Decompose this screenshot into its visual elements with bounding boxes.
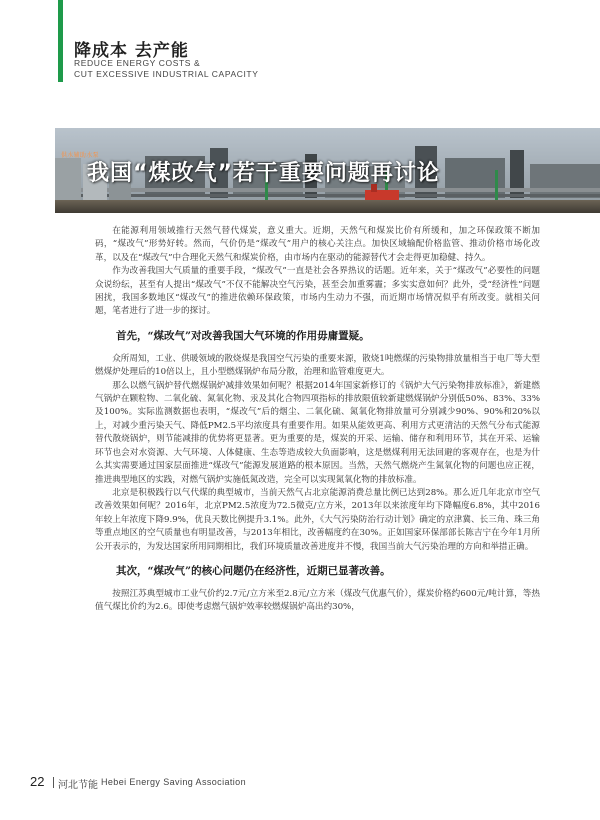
- article-paragraph: 在能源利用领域推行天然气替代煤炭，意义重大。近期，天然气和煤炭比价有所缓和，加之环保政策不断加码，“煤改气”形势好转。然而，气价仍是“煤改气”用户的核心关注点。加快区域输配价格监管、推动价格市场化改革，以及在“煤改气”中合理化天然气和煤炭价格，由市场内在驱动的能源替代才会走得更加稳健、持久。: [95, 226, 540, 263]
- section-accent-bar: [58, 0, 63, 82]
- article-body: [95, 225, 540, 615]
- article-paragraph: 那么以燃气锅炉替代燃煤锅炉减排效果如何呢？根据2014年国家新修订的《锅炉大气污染物排放标准》，新建燃气锅炉在颗粒物、二氧化硫、氮氧化物、汞及其化合物四项指标的排放限值较新建燃煤锅炉分别低50%、83%、33%及100%。实际监测数据也表明，“煤改气”后的烟尘、二氧化硫、氮氧化物排放量可分别减少90%、90%和20%以上，对减少重污染天气、降低PM2.5平均浓度具有重要作用。如果从能效更高、利用方式更清洁的天然气分布式能源替代散烧锅炉，则节能减排的优势将更显著。更为重要的是，煤炭的开采、运输、储存和利用环节，其在开采、运输环节也会对水资源、大气环境、人体健康、生态等造成较大负面影响，这是燃煤利用无法回避的客观存在，也是为什么其实需要通过国家层面推进“煤改气”能源发展道路的根本原因。当然，天然气燃烧产生氮氧化物的问题也应正视，推进典型地区的实践，对燃气锅炉实施低氮改造，完全可以实现氮氧化物的排放标准。: [95, 380, 540, 485]
- journal-name-zh: 河北节能: [58, 780, 98, 791]
- article-paragraph: 作为改善我国大气质量的重要手段，“煤改气”一直是社会各界热议的话题。近年来，关于“煤改气”必要性的问题众说纷纭，甚至有人提出“煤改气”不仅不能解决空气污染，甚至会加重雾霾；多实实意如何？此外，受“经济性”问题困扰，我国多数地区“煤改气”的推进依赖环保政策，市场内生动力不强，而近期市场情况似乎有所改变。就相关问题，笔者进行了进一步的探讨。: [95, 266, 540, 317]
- page-number: 22: [30, 774, 45, 789]
- banner-sign-text: 供水辅助水泵: [61, 152, 99, 159]
- article-banner: [55, 128, 600, 213]
- article-title: 我国“煤改气”若干重要问题再讨论: [87, 161, 440, 186]
- section-subtitle-en-line1: REDUCE ENERGY COSTS &: [74, 58, 201, 68]
- article-paragraph: 按照江苏典型城市工业气价约2.7元/立方米至2.8元/立方米（煤改气优惠气价），煤炭价格约600元/吨计算，等热值气煤比价约为2.6。即使考虑燃气锅炉效率较燃煤锅炉高出约30%，: [95, 588, 540, 613]
- section-subtitle-en: [74, 58, 258, 80]
- journal-name-en: Hebei Energy Saving Association: [101, 777, 246, 787]
- footer-divider: [53, 777, 54, 788]
- article-paragraph: 北京是积极践行以气代煤的典型城市，当前天然气占北京能源消费总量比例已达到28%。那么近几年北京市空气改善效果如何呢？2016年，北京PM2.5浓度为72.5微克/立方米，2013年以来浓度年均下降幅度6.8%，其中2016年较上年浓度下降9.9%，优良天数比例提升3.1%。此外，《大气污染防治行动计划》确定的京津冀、长三角、珠三角等重点地区的空气质量也有明显改善，与2013年相比，改善幅度约在30%。正如国家环保部部长陈吉宁在今年1月所公开表示的，为发达国家所用同期相比，我们环境质量改善进度并不慢，我国当前大气污染治理的方向和举措正确。: [95, 487, 540, 552]
- section-subtitle-en-line2: CUT EXCESSIVE INDUSTRIAL CAPACITY: [74, 69, 259, 79]
- article-paragraph: 众所周知，工业、供暖领域的散烧煤是我国空气污染的重要来源，散烧1吨燃煤的污染物排放量相当于电厂等大型燃煤炉处理后的10倍以上，且小型燃煤锅炉布局分散，治理和监管难度更大。: [95, 353, 540, 378]
- article-subheading: 首先，“煤改气”对改善我国大气环境的作用毋庸置疑。: [116, 329, 370, 342]
- section-title: 降成本 去产能: [74, 41, 189, 61]
- article-subheading: 其次，“煤改气”的核心问题仍在经济性，近期已显著改善。: [116, 564, 391, 577]
